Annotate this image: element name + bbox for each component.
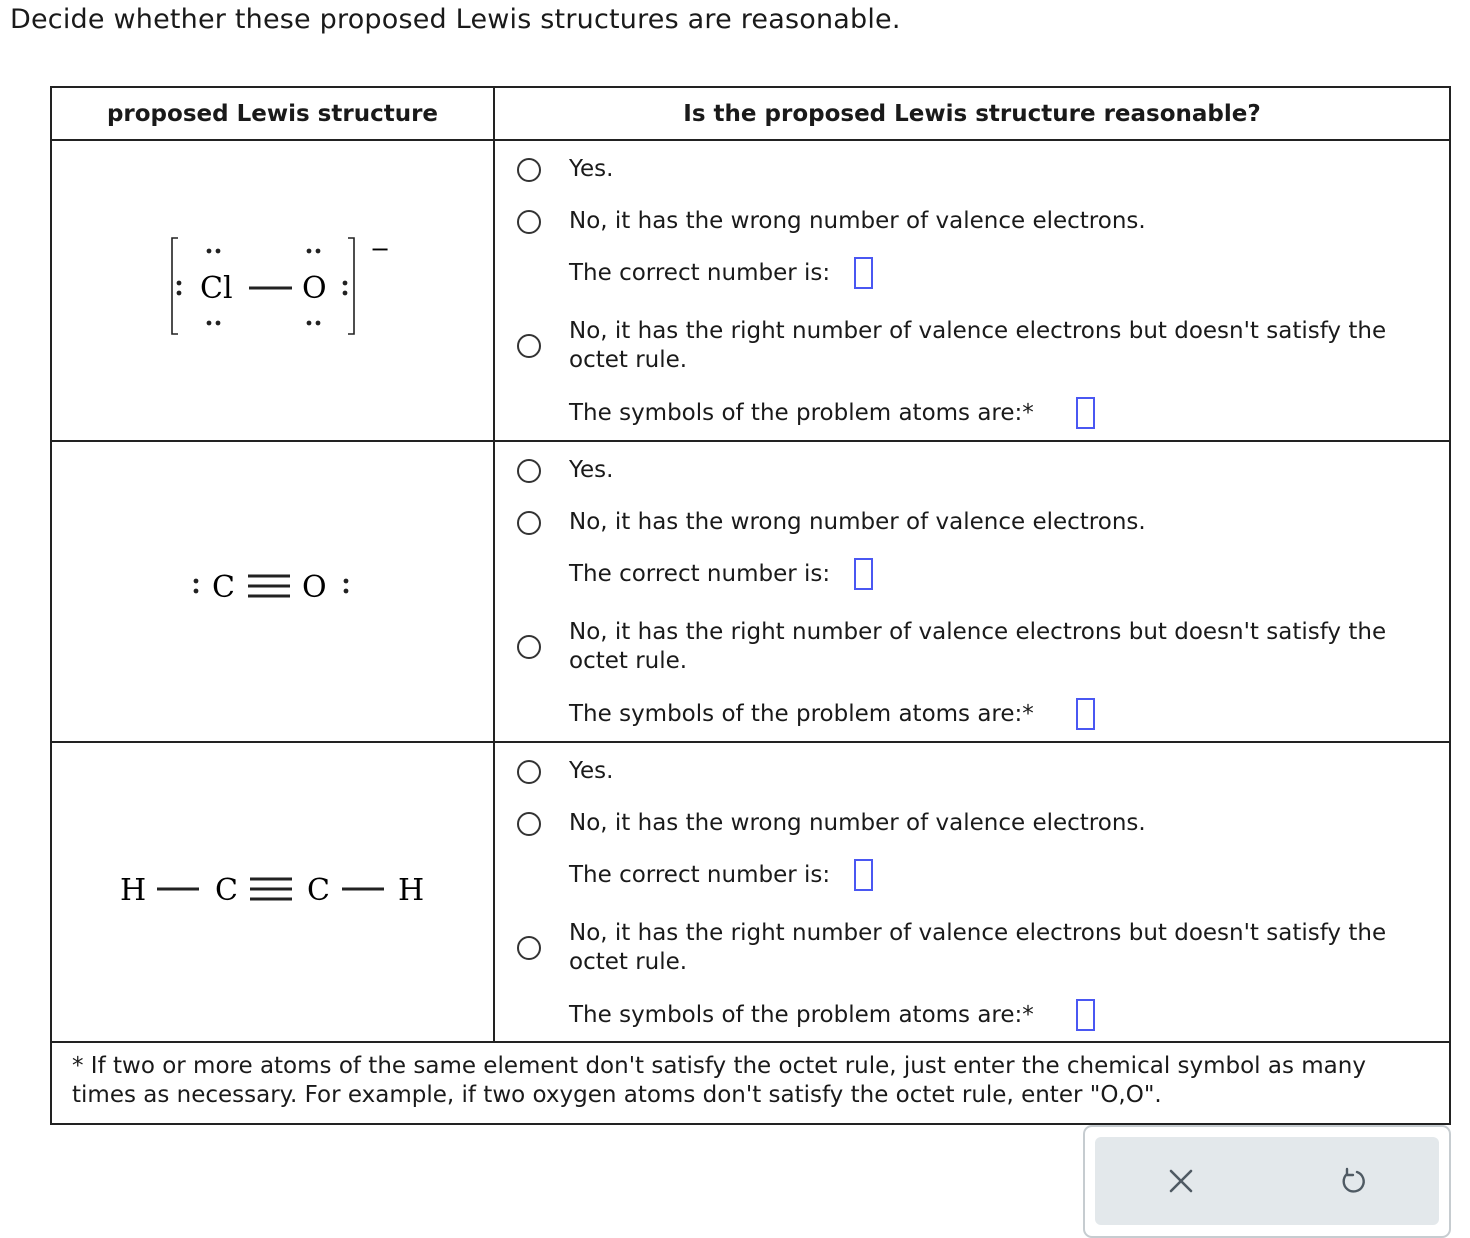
problem-atoms-input[interactable] [1076,999,1095,1031]
radio-button[interactable] [517,210,541,234]
problem-atoms-input[interactable] [1076,397,1095,429]
radio-button[interactable] [517,459,541,483]
atom-o: O [302,570,327,605]
undo-button[interactable] [1267,1137,1439,1225]
radio-button[interactable] [517,635,541,659]
atom-h: H [120,873,147,908]
option-octet[interactable]: No, it has the right number of valence electrons but doesn't satisfy the octet rule. [517,317,1386,375]
answer-toolbar [1083,1125,1451,1238]
page-title: Decide whether these proposed Lewis structures are reasonable. [10,4,901,35]
radio-button[interactable] [517,158,541,182]
problem-atoms-row: The symbols of the problem atoms are:* [569,397,1095,429]
radio-button[interactable] [517,511,541,535]
undo-icon [1338,1166,1368,1196]
question-table [50,86,1451,1125]
atom-o: O [302,271,327,306]
correct-number-input[interactable] [854,859,873,891]
problem-atoms-row: The symbols of the problem atoms are:* [569,999,1095,1031]
footnote: * If two or more atoms of the same element don't satisfy the octet rule, just enter the chemical symbol as many times as necessary. For example, if two oxygen atoms don't satisfy the octet rule, enter "O,O". [72,1053,1366,1108]
column-header-reasonable: Is the proposed Lewis structure reasonable? [683,101,1261,127]
atom-cl: Cl [200,271,233,306]
option-wrong-valence[interactable]: No, it has the wrong number of valence electrons. [517,809,1146,838]
question-row-1 [52,141,1449,440]
correct-number-row: The correct number is: [569,558,873,590]
atom-c: C [215,873,238,908]
option-yes[interactable]: Yes. [517,757,613,786]
lewis-structure-hcch [52,743,493,1042]
option-yes[interactable]: Yes. [517,155,613,184]
clear-button[interactable] [1095,1137,1267,1225]
lewis-structure-co [52,442,493,741]
option-wrong-valence[interactable]: No, it has the wrong number of valence electrons. [517,207,1146,236]
radio-button[interactable] [517,334,541,358]
correct-number-row: The correct number is: [569,257,873,289]
divider [52,1041,1449,1043]
atom-c: C [212,570,235,605]
option-octet[interactable]: No, it has the right number of valence electrons but doesn't satisfy the octet rule. [517,919,1386,977]
radio-button[interactable] [517,936,541,960]
left-bracket [172,238,178,334]
question-row-2 [52,442,1449,741]
atom-h: H [398,873,425,908]
right-bracket [348,238,354,334]
x-icon [1167,1167,1195,1195]
atom-c: C [307,873,330,908]
option-octet[interactable]: No, it has the right number of valence electrons but doesn't satisfy the octet rule. [517,618,1386,676]
radio-button[interactable] [517,812,541,836]
lewis-structure-clo [52,141,493,440]
radio-button[interactable] [517,760,541,784]
correct-number-input[interactable] [854,257,873,289]
column-header-structure: proposed Lewis structure [106,101,439,127]
question-row-3 [52,743,1449,1042]
charge: − [370,235,391,263]
correct-number-input[interactable] [854,558,873,590]
option-wrong-valence[interactable]: No, it has the wrong number of valence electrons. [517,508,1146,537]
problem-atoms-input[interactable] [1076,698,1095,730]
correct-number-row: The correct number is: [569,859,873,891]
problem-atoms-row: The symbols of the problem atoms are:* [569,698,1095,730]
option-yes[interactable]: Yes. [517,456,613,485]
